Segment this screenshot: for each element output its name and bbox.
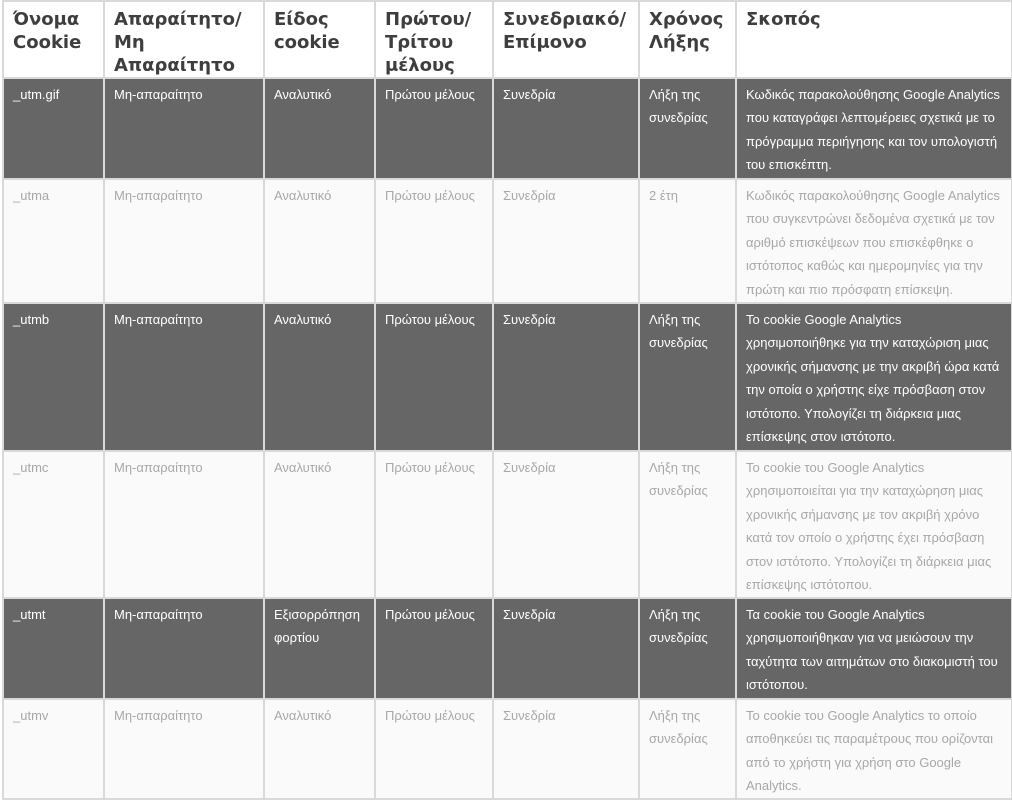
cell-necessity: Μη-απαραίτητο xyxy=(104,179,264,303)
cell-persistence: Συνεδρία xyxy=(493,451,639,598)
cell-expiry: Λήξη της συνεδρίας xyxy=(639,78,736,179)
table-row xyxy=(3,303,1012,451)
cell-expiry: Λήξη της συνεδρίας xyxy=(639,451,736,598)
cell-purpose: Κωδικός παρακολούθησης Google Analytics που συγκεντρώνει δεδομένα σχετικά με τον αριθμό επισκέψεων που επισκέφθηκε ο ιστότοπος καθώς και ημερομηνίες για την πρώτη και πιο πρόσφατη επίσκεψη. xyxy=(736,179,1012,303)
cell-purpose: Κωδικός παρακολούθησης Google Analytics που καταγράφει λεπτομέρειες σχετικά με το πρόγραμμα περιήγησης και τον υπολογιστή του επισκέπτη. xyxy=(736,78,1012,179)
cell-cookie-name: _utmv xyxy=(3,699,104,799)
cookie-table xyxy=(2,0,1012,800)
cell-necessity: Μη-απαραίτητο xyxy=(104,78,264,179)
cell-persistence: Συνεδρία xyxy=(493,179,639,303)
cell-cookie-type: Αναλυτικό xyxy=(264,699,375,799)
cell-persistence: Συνεδρία xyxy=(493,598,639,699)
header-expiry: Χρόνος Λήξης xyxy=(639,1,736,78)
cell-expiry: Λήξη της συνεδρίας xyxy=(639,598,736,699)
cell-persistence: Συνεδρία xyxy=(493,699,639,799)
table-header xyxy=(3,1,1012,78)
table-row xyxy=(3,179,1012,303)
cell-party: Πρώτου μέλους xyxy=(375,598,493,699)
cell-necessity: Μη-απαραίτητο xyxy=(104,598,264,699)
cell-cookie-type: Αναλυτικό xyxy=(264,78,375,179)
header-necessity: Απαραίτητο/ Μη Απαραίτητο xyxy=(104,1,264,78)
header-persistence: Συνεδριακό/ Επίμονο xyxy=(493,1,639,78)
table-row xyxy=(3,451,1012,598)
cell-cookie-type: Αναλυτικό xyxy=(264,179,375,303)
cell-cookie-name: _utmb xyxy=(3,303,104,451)
cell-necessity: Μη-απαραίτητο xyxy=(104,451,264,598)
cell-party: Πρώτου μέλους xyxy=(375,179,493,303)
cell-cookie-name: _utma xyxy=(3,179,104,303)
cell-party: Πρώτου μέλους xyxy=(375,78,493,179)
cell-party: Πρώτου μέλους xyxy=(375,451,493,598)
header-row xyxy=(3,1,1012,78)
cell-cookie-name: _utmt xyxy=(3,598,104,699)
cell-expiry: 2 έτη xyxy=(639,179,736,303)
header-cookie-name: Όνομα Cookie xyxy=(3,1,104,78)
cell-cookie-type: Εξισορρόπηση φορτίου xyxy=(264,598,375,699)
table-row xyxy=(3,699,1012,799)
cell-cookie-type: Αναλυτικό xyxy=(264,451,375,598)
cell-purpose: Το cookie του Google Analytics το οποίο αποθηκεύει τις παραμέτρους που ορίζονται από το χρήστη για χρήση στο Google Analytics. xyxy=(736,699,1012,799)
cell-necessity: Μη-απαραίτητο xyxy=(104,699,264,799)
cell-party: Πρώτου μέλους xyxy=(375,699,493,799)
table-row xyxy=(3,598,1012,699)
table-body xyxy=(3,78,1012,799)
cell-persistence: Συνεδρία xyxy=(493,78,639,179)
cell-purpose: Τα cookie του Google Analytics χρησιμοποιήθηκαν για να μειώσουν την ταχύτητα των αιτημάτων στο διακομιστή του ιστότοπου. xyxy=(736,598,1012,699)
cell-expiry: Λήξη της συνεδρίας xyxy=(639,303,736,451)
cell-cookie-name: _utm.gif xyxy=(3,78,104,179)
cell-purpose: Το cookie του Google Analytics χρησιμοποιείται για την καταχώρηση μιας χρονικής σήμανσης με τον ακριβή χρόνο κατά τον οποίο ο χρήστης έχει πρόσβαση στον ιστότοπο. Υπολογίζει τη διάρκεια μιας επίσκεψης ιστότοπου. xyxy=(736,451,1012,598)
cell-purpose: Το cookie Google Analytics χρησιμοποιήθηκε για την καταχώριση μιας χρονικής σήμανσης με την ακριβή ώρα κατά την οποία ο χρήστης είχε πρόσβαση στον ιστότοπο. Υπολογίζει τη διάρκεια μιας επίσκεψης στον ιστότοπο. xyxy=(736,303,1012,451)
cell-cookie-name: _utmc xyxy=(3,451,104,598)
cell-expiry: Λήξη της συνεδρίας xyxy=(639,699,736,799)
table-row xyxy=(3,78,1012,179)
header-party: Πρώτου/ Τρίτου μέλους xyxy=(375,1,493,78)
cell-party: Πρώτου μέλους xyxy=(375,303,493,451)
header-cookie-type: Είδος cookie xyxy=(264,1,375,78)
header-purpose: Σκοπός xyxy=(736,1,1012,78)
cell-persistence: Συνεδρία xyxy=(493,303,639,451)
cell-cookie-type: Αναλυτικό xyxy=(264,303,375,451)
cell-necessity: Μη-απαραίτητο xyxy=(104,303,264,451)
